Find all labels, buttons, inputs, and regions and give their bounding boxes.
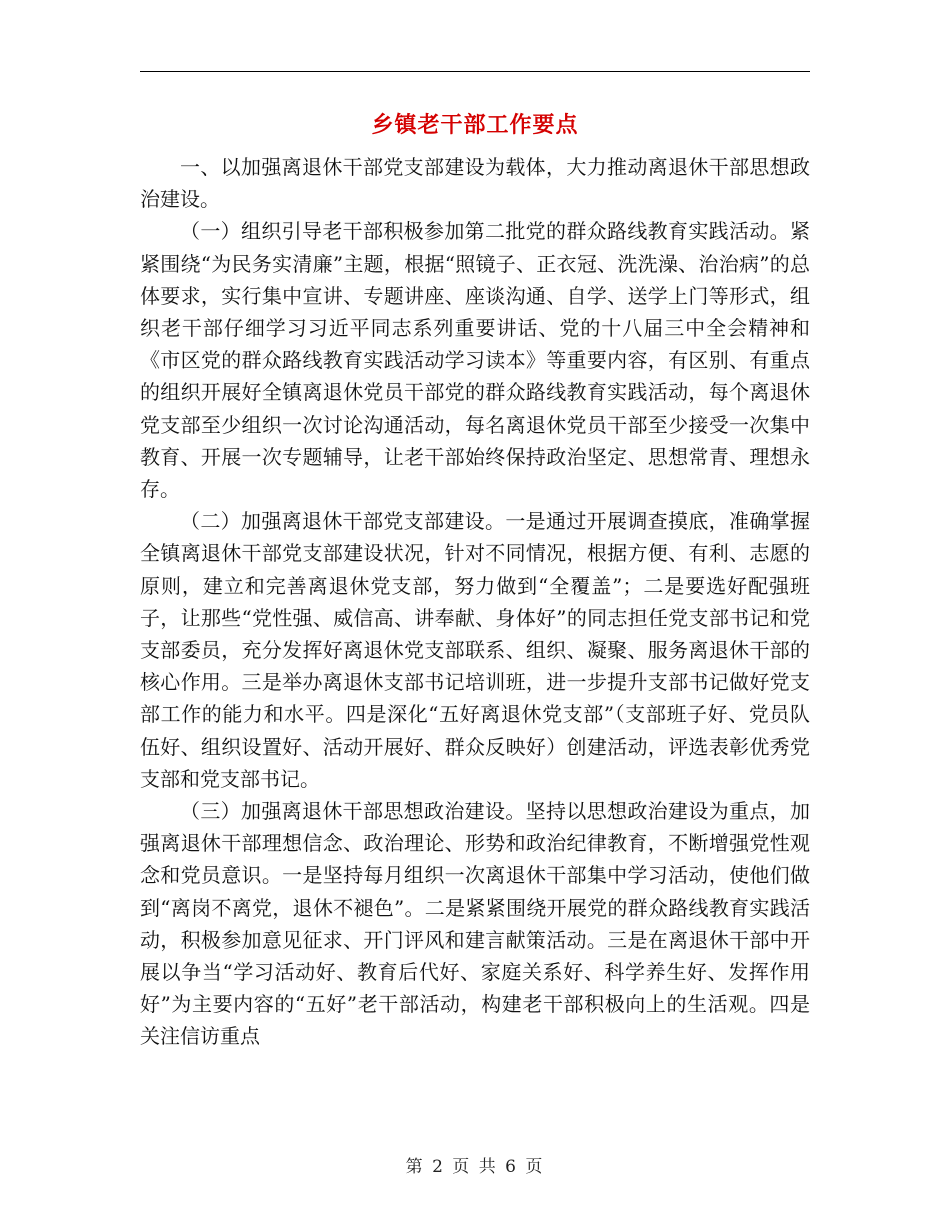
body-paragraph-1: （一）组织引导老干部积极参加第二批党的群众路线教育实践活动。紧紧围绕“为民务实清廉”主题，根据“照镜子、正衣冠、洗洗澡、治治病”的总体要求，实行集中宣讲、专题讲座、座谈沟通、自学、送学上门等形式，组织老干部仔细学习习近平同志系列重要讲话、党的十八届三中全会精神和《市区党的群众路线教育实践活动学习读本》等重要内容，有区别、有重点的组织开展好全镇离退休党员干部党的群众路线教育实践活动，每个离退休党支部至少组织一次讨论沟通活动，每名离退休党员干部至少接受一次集中教育、开展一次专题辅导，让老干部始终保持政治坚定、思想常青、理想永存。 bbox=[140, 219, 810, 502]
page-number-footer: 第 2 页 共 6 页 bbox=[405, 1157, 545, 1177]
document-body bbox=[140, 151, 810, 1053]
body-paragraph-2: （二）加强离退休干部党支部建设。一是通过开展调查摸底，准确掌握全镇离退休干部党支部建设状况，针对不同情况，根据方便、有利、志愿的原则，建立和完善离退休党支部，努力做到“全覆盖”；二是要选好配强班子，让那些“党性强、威信高、讲奉献、身体好”的同志担任党支部书记和党支部委员，充分发挥好离退休党支部联系、组织、凝聚、服务离退休干部的核心作用。三是举办离退休支部书记培训班，进一步提升支部书记做好党支部工作的能力和水平。四是深化“五好离退休党支部”（支部班子好、党员队伍好、组织设置好、活动开展好、群众反映好）创建活动，评选表彰优秀党支部和党支部书记。 bbox=[140, 509, 810, 791]
document-title: 乡镇老干部工作要点 bbox=[371, 112, 579, 138]
body-paragraph-3: （三）加强离退休干部思想政治建设。坚持以思想政治建设为重点，加强离退休干部理想信念、政治理论、形势和政治纪律教育，不断增强党性观念和党员意识。一是坚持每月组织一次离退休干部集中学习活动，使他们做到“离岗不离党，退休不褪色”。二是紧紧围绕开展党的群众路线教育实践活动，积极参加意见征求、开门评风和建言献策活动。三是在离退休干部中开展以争当“学习活动好、教育后代好、家庭关系好、科学养生好、发挥作用好”为主要内容的“五好”老干部活动，构建老干部积极向上的生活观。四是关注信访重点 bbox=[140, 799, 810, 1049]
section-heading-paragraph: 一、以加强离退休干部党支部建设为载体，大力推动离退休干部思想政治建设。 bbox=[140, 155, 810, 212]
header-rule bbox=[140, 71, 810, 72]
